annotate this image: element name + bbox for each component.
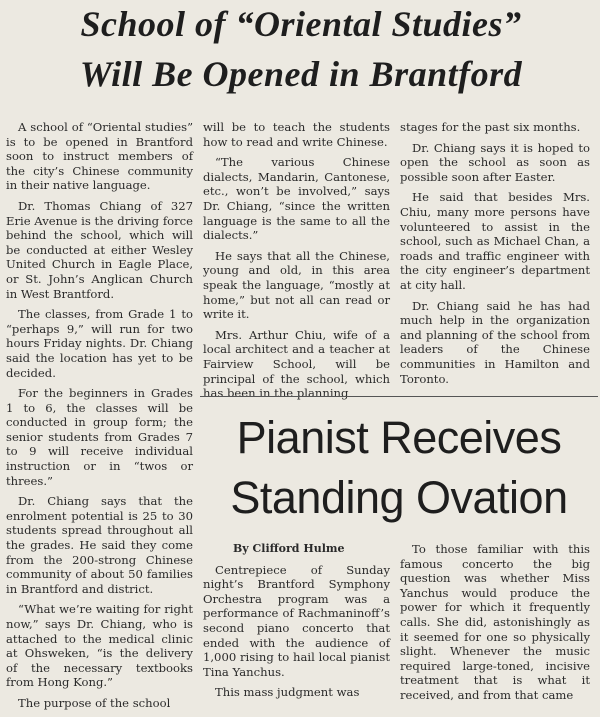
paragraph: will be to teach the students how to read and write Chinese. — [203, 120, 390, 149]
paragraph: This mass judgment was — [215, 685, 360, 700]
paragraph: Dr. Chiang says it is hoped to open the school as soon as possible soon after Easter. — [400, 140, 590, 184]
paragraph: Dr. Thomas Chiang of 327 Erie Avenue is the driving force behind the school, which will be conducted at either Wesley United Church in Eagle Place, or St. John’s Anglican Church in West Brantford. — [6, 198, 193, 301]
paragraph: For the beginners in Grades 1 to 6, the classes will be conducted in group form; the senior students from Grades 7 to 9 will receive individual instruction or in “twos or threes.” — [6, 386, 193, 488]
paragraph: Dr. Chiang said he has had much help in the organization and planning of the school from leaders of the Chinese communities in Hamilton and Toronto. — [400, 298, 590, 386]
divider-rule — [200, 396, 598, 397]
article2-headline-line2: Standing Ovation — [230, 472, 568, 523]
paragraph: Centrepiece of Sunday night’s Brantford Symphony Orchestra program was a performance of Rachmaninoff’s second piano concerto that ended with the audience of 1,000 rising to hail local pianist Tina Yanchus. — [203, 562, 390, 679]
article1-column-2 — [203, 120, 390, 407]
article1-column-1 — [6, 120, 193, 717]
article1-column-3 — [400, 120, 590, 392]
paragraph: Mrs. Arthur Chiu, wife of a local architect and a teacher at Fairview School, will be principal of the school, which has been in the planning — [203, 327, 390, 401]
paragraph: stages for the past six months. — [400, 120, 581, 134]
paragraph: He said that besides Mrs. Chiu, many more persons have volunteered to assist in the school, such as Michael Chan, a roads and traffic engineer with the city engineer’s department at city hall. — [400, 190, 590, 292]
paragraph: The classes, from Grade 1 to “perhaps 9,” will run for two hours Friday nights. Dr. Chiang said the location has yet to be decided. — [6, 307, 193, 380]
article2-column-2 — [400, 542, 590, 709]
article2-headline — [200, 408, 598, 528]
byline: By Clifford Hulme — [233, 542, 345, 555]
paragraph: The purpose of the school — [18, 695, 171, 710]
article1-headline — [6, 2, 596, 96]
article2-column-1 — [203, 542, 390, 706]
paragraph: Dr. Chiang says that the enrolment potential is 25 to 30 students spread throughout all the grades. He said they come from the 200-strong Chinese community of about 50 families in Brantford and district. — [6, 494, 193, 596]
paragraph: A school of “Oriental studies” is to be opened in Brantford soon to instruct members of the city’s Chinese community in their native language. — [6, 120, 193, 193]
paragraph: “What we’re waiting for right now,” says Dr. Chiang, who is attached to the medical clinic at Ohsweken, “is the delivery of the necessary textbooks from Hong Kong.” — [6, 602, 193, 690]
paragraph: “The various Chinese dialects, Mandarin, Cantonese, etc., won’t be involved,” says Dr. Chiang, “since the written language is the same to all the dialects.” — [203, 155, 390, 243]
article1-headline-line2: Will Be Opened in Brantford — [79, 54, 523, 94]
article1-headline-line1: School of “Oriental Studies” — [80, 4, 522, 44]
paragraph: He says that all the Chinese, young and old, in this area speak the language, “mostly at home,” but not all can read or write it. — [203, 248, 390, 322]
paragraph: To those familiar with this famous concerto the big question was whether Miss Yanchus would produce the power for which it frequently calls. She did, astonishingly as it seemed for one so physically slight. Whenever the music required large-toned, incisive treatment that is what it received, and from that came — [400, 542, 590, 702]
article2-headline-line1: Pianist Receives — [236, 412, 562, 463]
